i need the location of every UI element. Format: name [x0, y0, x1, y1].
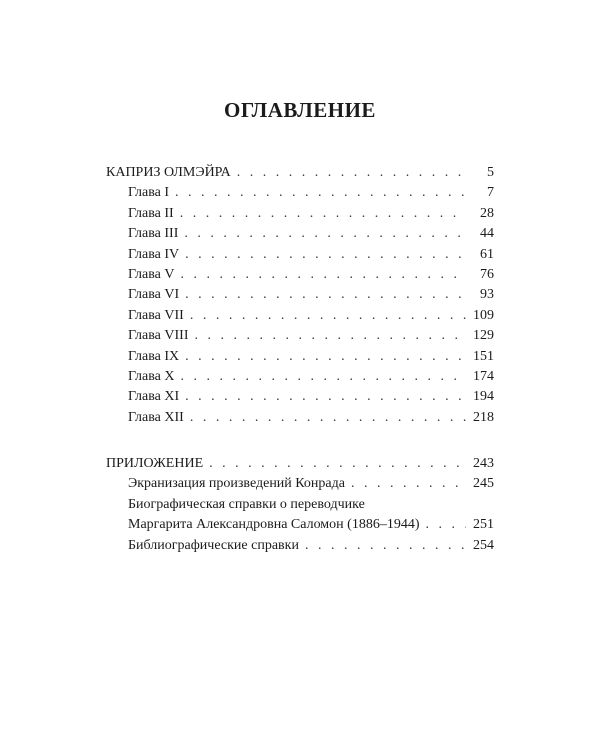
toc-page-number: 28: [480, 205, 494, 221]
toc-chapter-9[interactable]: [106, 347, 494, 367]
dot-leader: [175, 183, 466, 203]
table-of-contents: [106, 163, 494, 556]
toc-chapter-10[interactable]: [106, 367, 494, 387]
toc-entry-label: Библиографические справки: [128, 537, 299, 553]
toc-entry-label: Маргарита Александровна Саломон (1886–1944): [128, 517, 420, 533]
toc-page-number: 7: [487, 185, 494, 201]
page-title: ОГЛАВЛЕНИЕ: [224, 98, 376, 122]
toc-chapter-11[interactable]: [106, 387, 494, 407]
toc-page-number: 194: [473, 389, 494, 405]
toc-page-number: 243: [473, 456, 494, 472]
toc-page-number: 61: [480, 246, 494, 262]
toc-chapter-2[interactable]: [106, 204, 494, 224]
toc-chapter-4[interactable]: [106, 245, 494, 265]
toc-entry-label: Глава XI: [128, 389, 180, 405]
dot-leader: [180, 204, 466, 224]
toc-entry-label-line1: Биографическая справки о переводчике: [128, 496, 365, 512]
toc-chapter-3[interactable]: [106, 224, 494, 244]
toc-entry-label: Глава VI: [128, 287, 180, 303]
toc-entry-label: Глава X: [128, 368, 175, 384]
toc-page-number: 218: [473, 409, 494, 425]
toc-page-number: 151: [473, 348, 494, 364]
toc-entry-label: Глава VII: [128, 307, 184, 323]
toc-page-number: 93: [480, 287, 494, 303]
toc-entry-label: Глава IX: [128, 348, 180, 364]
toc-entry-label: Глава VIII: [128, 328, 189, 344]
toc-entry-label: Экранизация произведений Конрада: [128, 476, 345, 492]
toc-page-number: 44: [480, 226, 494, 242]
toc-page-number: 5: [487, 165, 494, 180]
toc-page-number: 174: [473, 368, 494, 384]
toc-entry-label: КАПРИЗ ОЛМЭЙРА: [106, 165, 231, 180]
dot-leader: [190, 408, 466, 428]
dot-leader: [305, 536, 466, 556]
dot-leader: [351, 474, 466, 494]
toc-chapter-8[interactable]: [106, 326, 494, 346]
toc-part-appendix[interactable]: [106, 454, 494, 474]
toc-part-almayers-folly[interactable]: [106, 163, 494, 183]
dot-leader: [209, 454, 466, 474]
section-gap: [106, 428, 494, 454]
toc-appendix-item-adaptations[interactable]: [106, 474, 494, 494]
toc-chapter-5[interactable]: [106, 265, 494, 285]
dot-leader: [185, 347, 466, 367]
dot-leader: [185, 387, 466, 407]
toc-page-number: 245: [473, 476, 494, 492]
toc-entry-label: ПРИЛОЖЕНИЕ: [106, 456, 204, 472]
toc-entry-label: Глава IV: [128, 246, 180, 262]
toc-page-number: 251: [473, 517, 494, 533]
toc-chapter-12[interactable]: [106, 408, 494, 428]
toc-chapter-7[interactable]: [106, 306, 494, 326]
toc-entry-label: Глава XII: [128, 409, 184, 425]
dot-leader: [181, 367, 467, 387]
toc-entry-label: Глава III: [128, 226, 179, 242]
toc-page-number: 76: [480, 266, 494, 282]
toc-entry-label: Глава V: [128, 266, 175, 282]
toc-appendix-item-translator[interactable]: [106, 515, 494, 535]
dot-leader: [185, 245, 466, 265]
toc-entry-label: Глава II: [128, 205, 174, 221]
dot-leader: [190, 306, 466, 326]
toc-entry-label: Глава I: [128, 185, 170, 201]
dot-leader: [185, 285, 466, 305]
toc-appendix-item-bibliography[interactable]: [106, 536, 494, 556]
dot-leader: [181, 265, 467, 285]
toc-page-number: 254: [473, 537, 494, 553]
dot-leader: [184, 224, 466, 244]
dot-leader: [237, 163, 466, 183]
dot-leader: [425, 515, 466, 535]
toc-page-number: 109: [473, 307, 494, 323]
dot-leader: [194, 326, 466, 346]
toc-page-number: 129: [473, 328, 494, 344]
toc-chapter-1[interactable]: [106, 183, 494, 203]
toc-chapter-6[interactable]: [106, 285, 494, 305]
